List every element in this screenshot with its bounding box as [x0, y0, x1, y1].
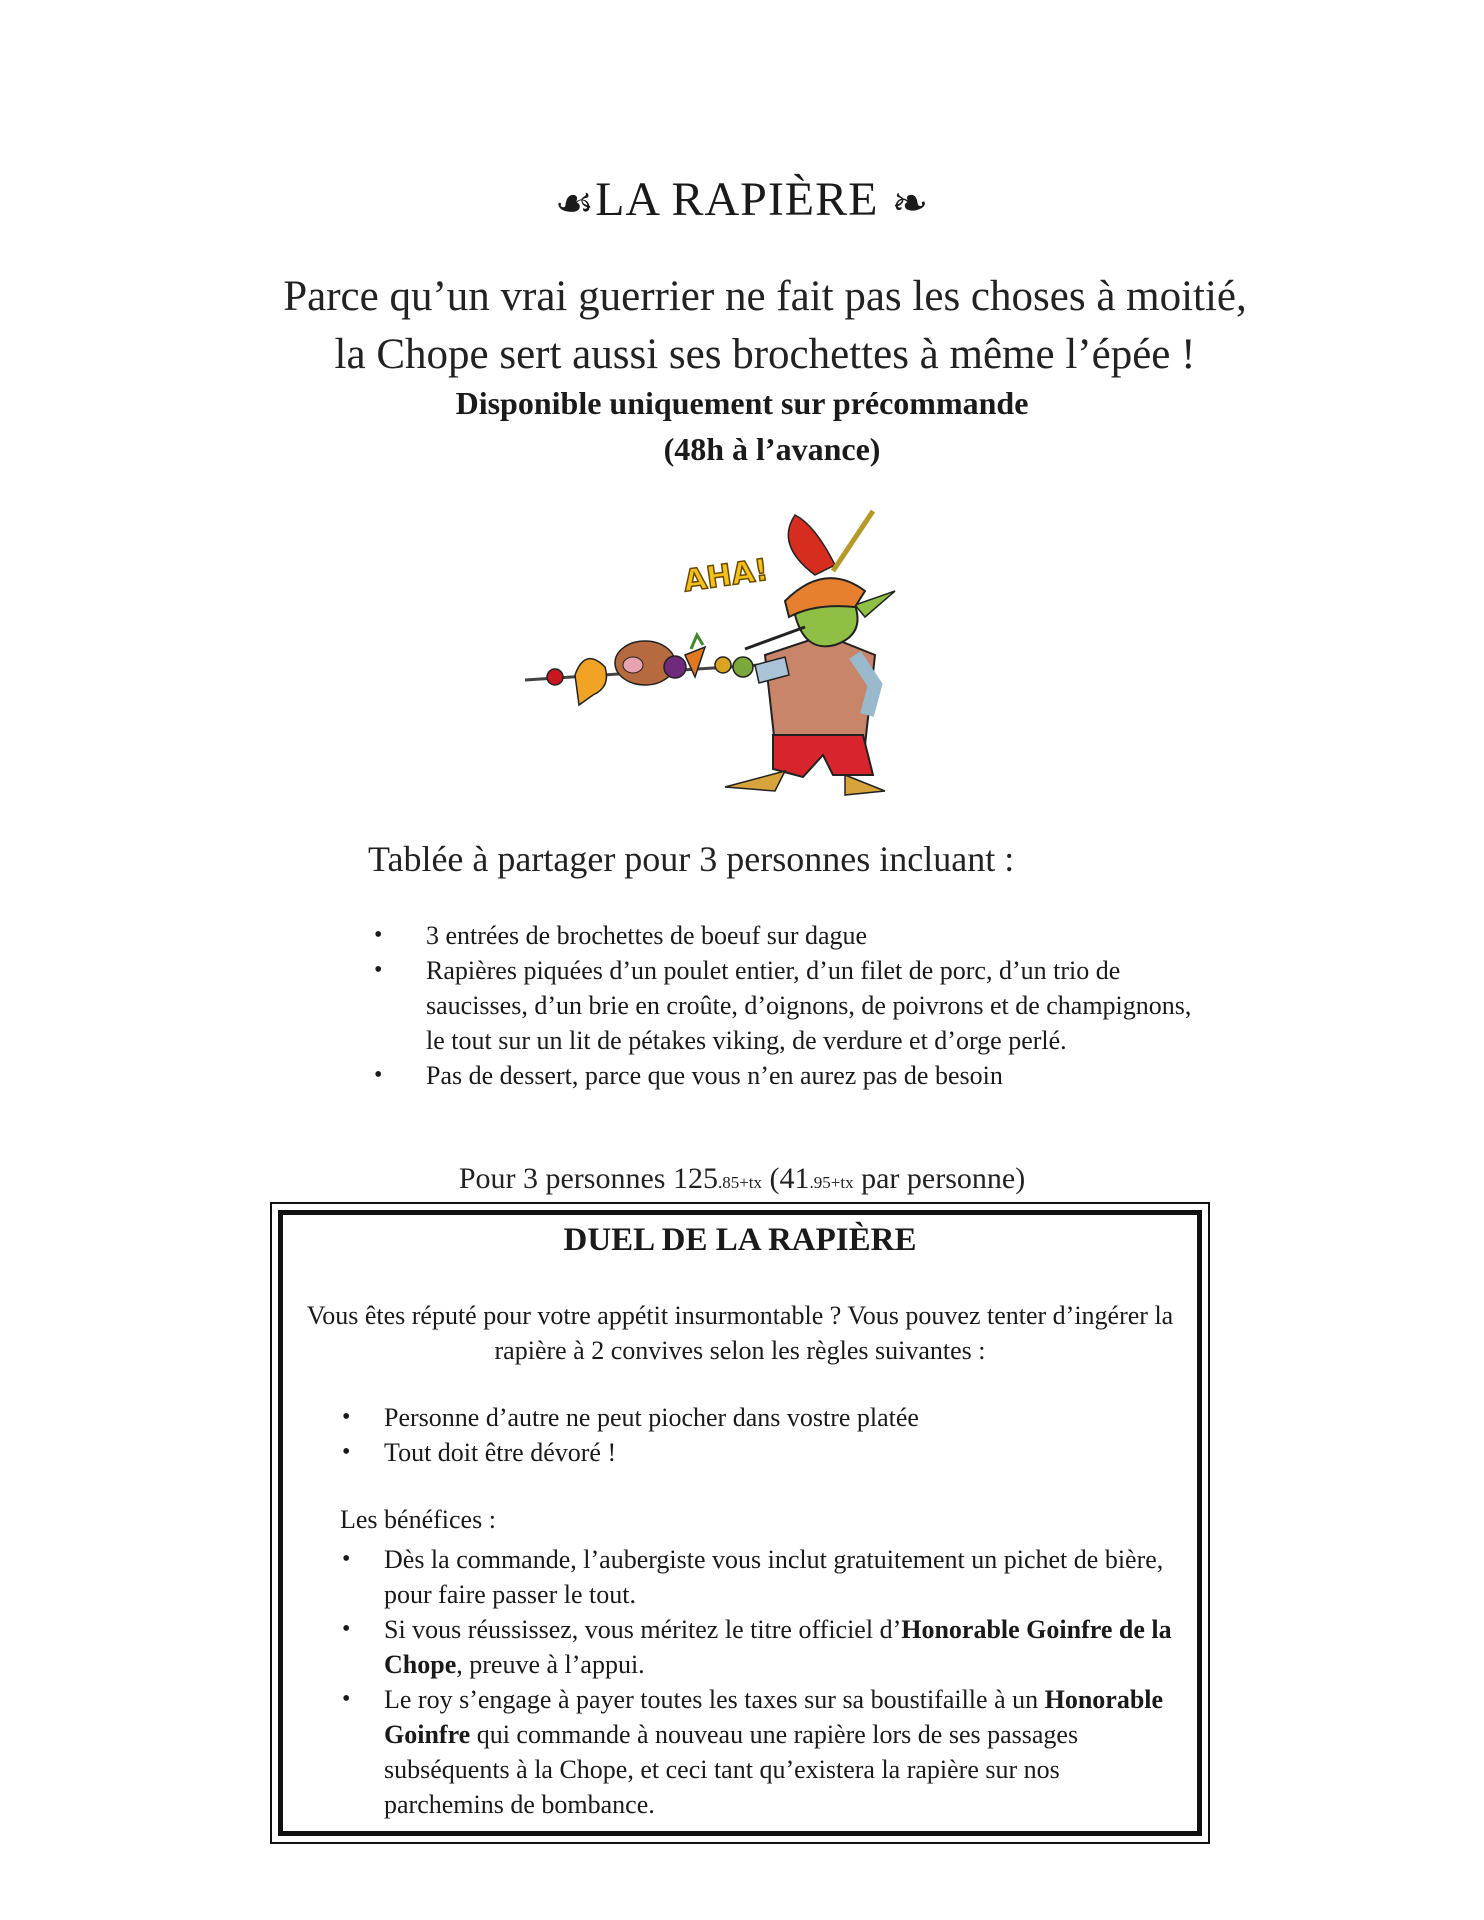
duel-title: DUEL DE LA RAPIÈRE	[563, 1222, 917, 1258]
goblin-swordsman-icon	[515, 505, 955, 805]
list-item: • Personne d’autre ne peut piocher dans vostre platée	[340, 1400, 1180, 1435]
price-line: Pour 3 personnes 125.85+tx (41.95+tx par personne)	[458, 1162, 1026, 1195]
list-item: • Dès la commande, l’aubergiste vous inclut gratuitement un pichet de bière, pour faire passer le tout.	[340, 1542, 1180, 1612]
right-ornament-icon: ❧	[891, 179, 930, 229]
list-item: • Si vous réussissez, vous méritez le titre officiel d’Honorable Goinfre de la Chope, preuve à l’appui.	[340, 1612, 1180, 1682]
list-item: • Pas de dessert, parce que vous n’en aurez pas de besoin	[370, 1058, 1210, 1093]
list-item: • Tout doit être dévoré !	[340, 1435, 1180, 1470]
preorder-notice	[0, 380, 1484, 472]
page-title	[0, 172, 1484, 229]
benefits-label: Les bénéfices :	[340, 1505, 496, 1534]
svg-text:AHA!: AHA!	[681, 552, 771, 600]
duel-intro: Vous êtes réputé pour votre appétit insurmontable ? Vous pouvez tenter d’ingérer la rapière à 2 convives selon les règles suivantes :	[306, 1301, 1174, 1365]
preorder-line-2: (48h à l’avance)	[663, 431, 881, 467]
menu-list	[370, 918, 1210, 1093]
preorder-line-1: Disponible uniquement sur précommande	[455, 385, 1029, 421]
list-item: • Le roy s’engage à payer toutes les taxes sur sa boustifaille à un Honorable Goinfre qui commande à nouveau une rapière lors de ses passages subséquents à la Chope, et ceci tant qu’existera la rapière sur nos parchemins de bombance.	[340, 1682, 1180, 1822]
menu-title: Tablée à partager pour 3 personnes incluant :	[368, 839, 1015, 879]
left-ornament-icon: ☙	[554, 179, 596, 229]
tagline-line-2: la Chope sert aussi ses brochettes à même l’épée !	[334, 331, 1196, 378]
duel-rules-list	[340, 1400, 1180, 1470]
tagline	[180, 268, 1350, 384]
list-item: • Rapières piquées d’un poulet entier, d’un filet de porc, d’un trio de saucisses, d’un brie en croûte, d’oignons, de poivrons et de champignons, le tout sur un lit de pétakes viking, de verdure et d’orge perlé.	[370, 953, 1210, 1058]
title-text: LA RAPIÈRE	[595, 173, 879, 226]
tagline-line-1: Parce qu’un vrai guerrier ne fait pas les choses à moitié,	[283, 273, 1247, 320]
aha-speech	[681, 553, 770, 600]
list-item: • 3 entrées de brochettes de boeuf sur dague	[370, 918, 1210, 953]
duel-benefits-list	[340, 1542, 1180, 1822]
